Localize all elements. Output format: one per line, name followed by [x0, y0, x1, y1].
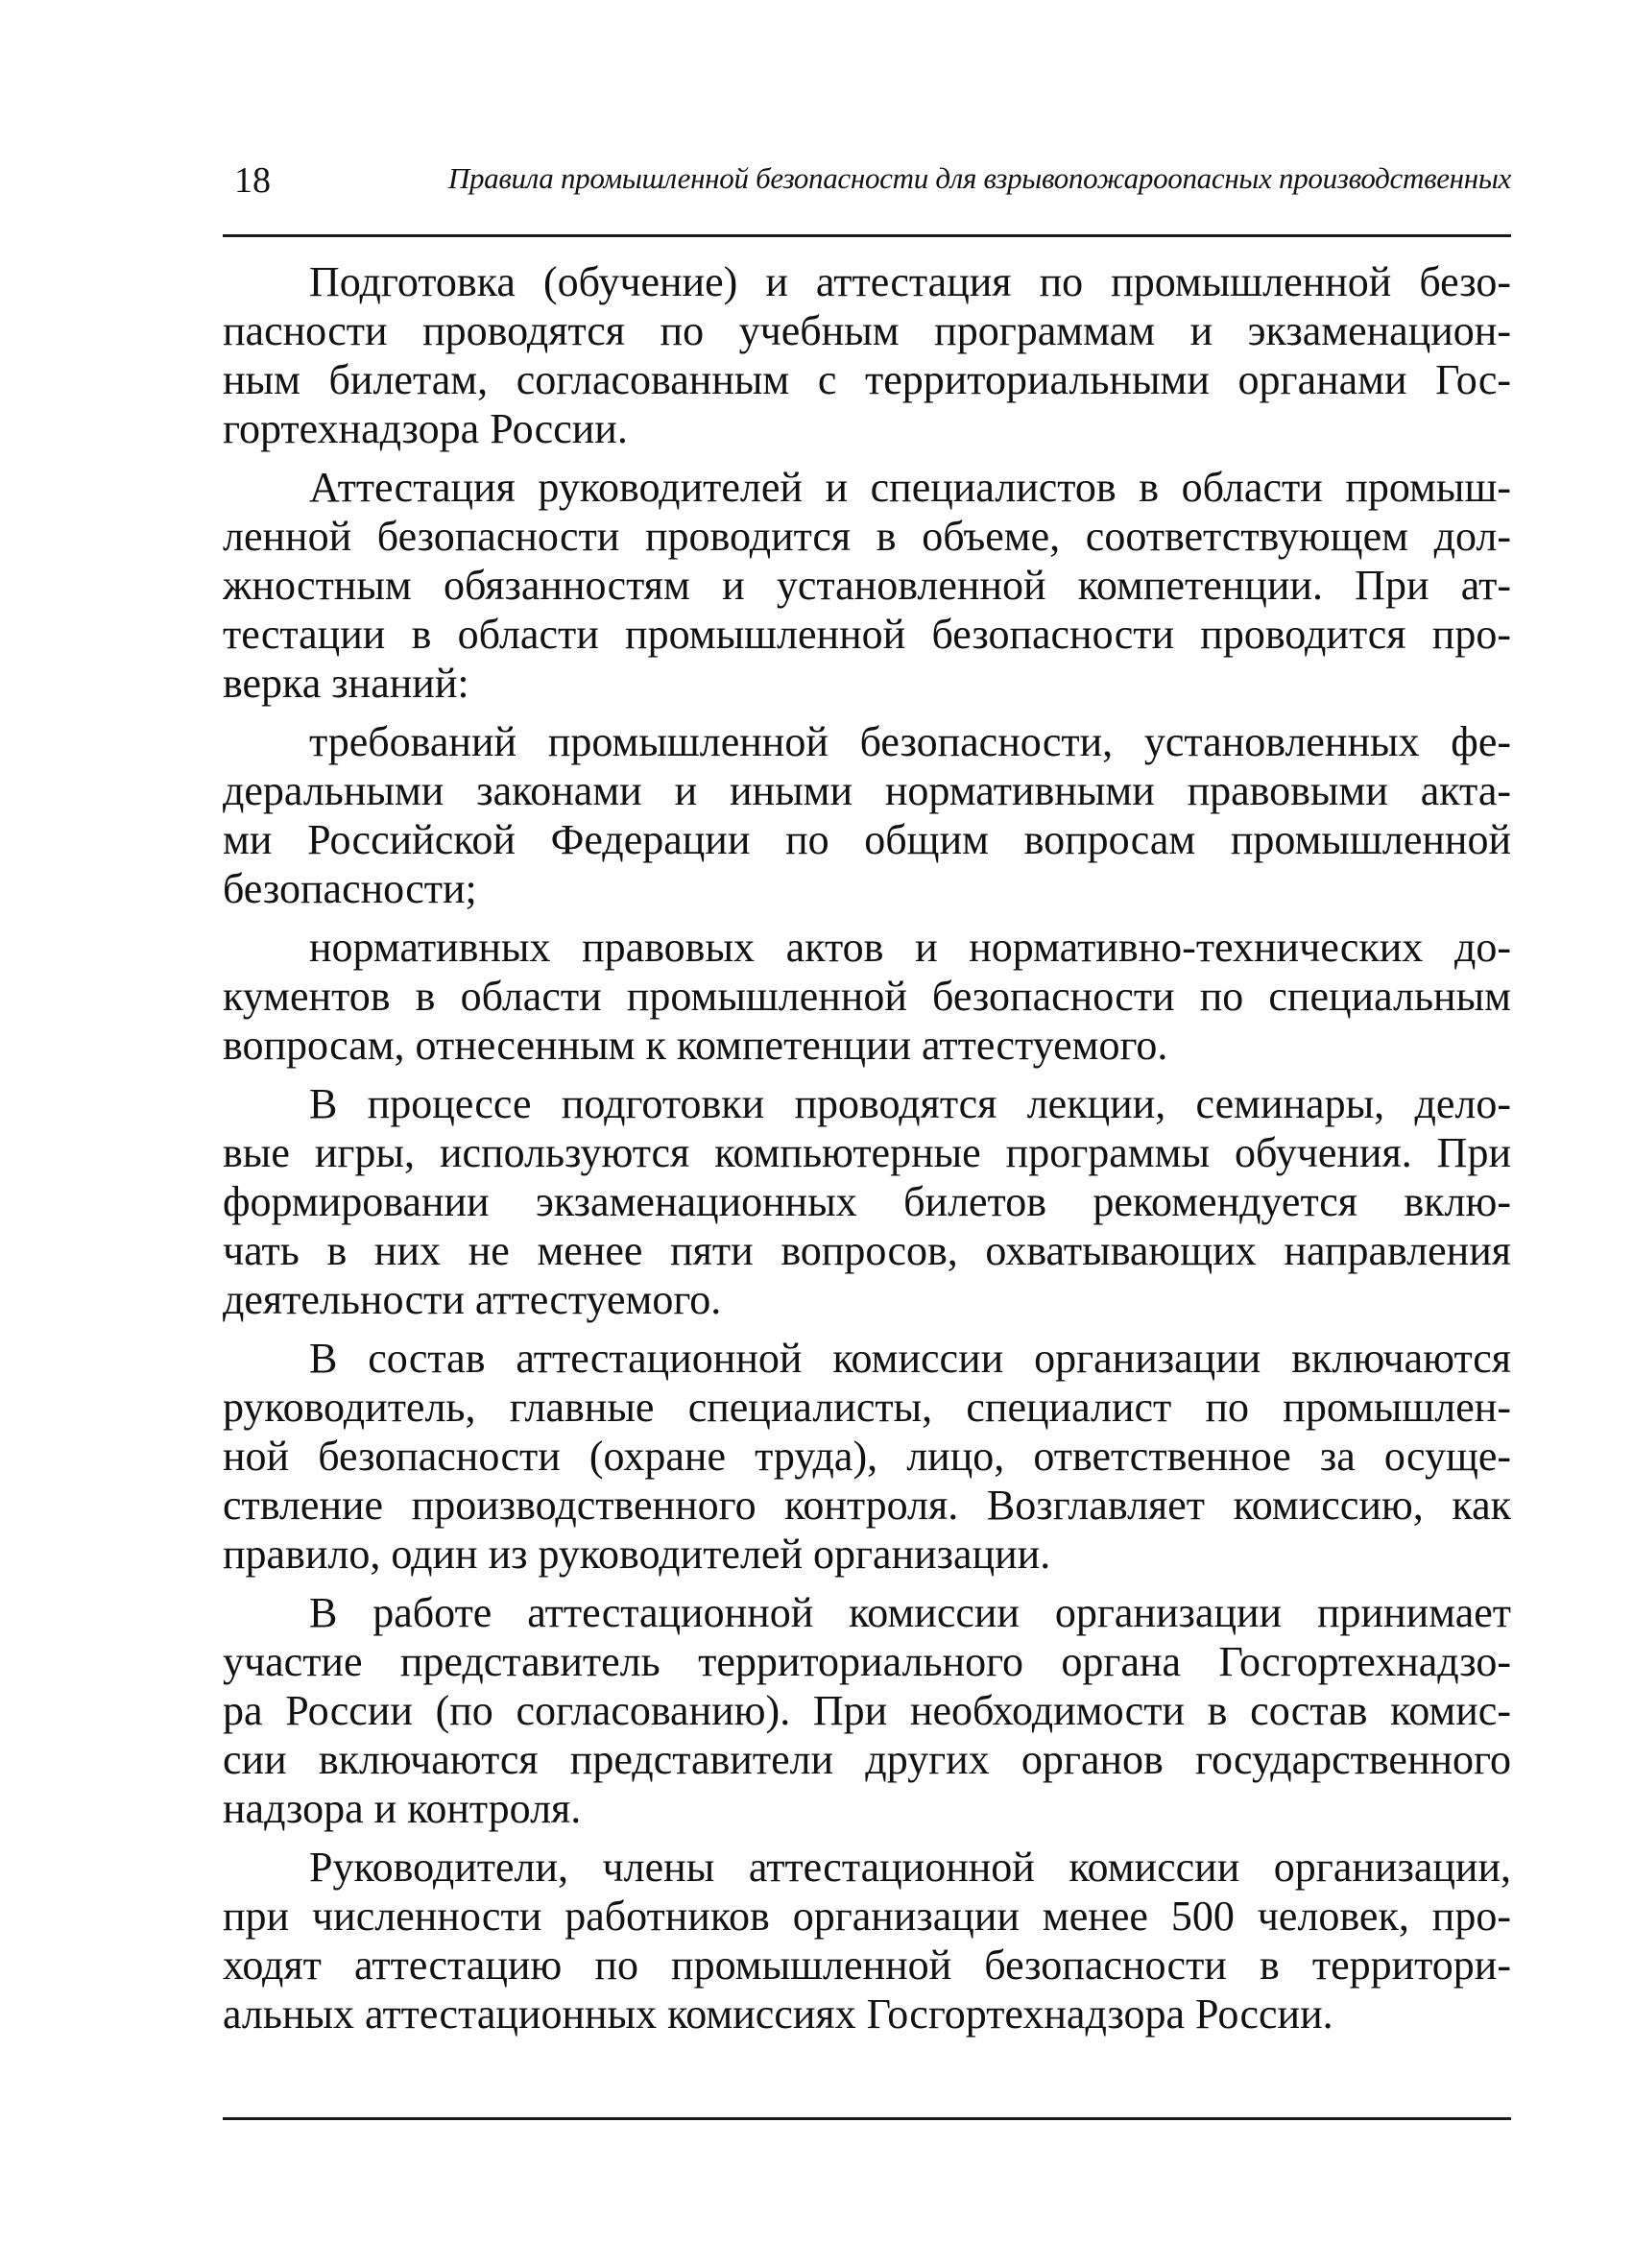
text-line: гортехнадзора России. [223, 405, 628, 452]
text-line: жностным обязанностям и установленной компетенции. При ат- [223, 562, 1511, 609]
text-line: В работе аттестационной комиссии организации принимает [309, 1589, 1511, 1636]
text-line: вопросам, отнесенным к компетенции аттестуемого. [223, 1022, 1168, 1069]
footer-divider [223, 2117, 1511, 2120]
text-line: верка знаний: [223, 660, 469, 707]
paragraph [223, 1334, 1511, 1579]
text-line: деятельности аттестуемого. [223, 1276, 722, 1323]
text-line: Руководители, члены аттестационной комиссии организации, [309, 1844, 1511, 1891]
text-line: ми Российской Федерации по общим вопросам промышленной [223, 816, 1511, 863]
paragraph [223, 463, 1511, 708]
paragraph [223, 923, 1511, 1070]
text-line: сии включаются представители других органов государственного [223, 1736, 1511, 1783]
text-line: ствление производственного контроля. Возглавляет комиссию, как [223, 1482, 1511, 1529]
text-line: ной безопасности (охране труда), лицо, ответственное за осуще- [223, 1433, 1511, 1480]
text-line: ра России (по согласованию). При необходимости в состав комис- [223, 1687, 1511, 1734]
page-number: 18 [234, 160, 271, 201]
text-line: В состав аттестационной комиссии организации включаются [309, 1335, 1511, 1382]
text-line: нормативных правовых актов и нормативно-технических до- [309, 924, 1511, 971]
paragraph [223, 1588, 1511, 1833]
paragraph [223, 257, 1511, 453]
text-line: пасности проводятся по учебным программам и экзаменацион- [223, 307, 1511, 354]
text-line: тестации в области промышленной безопасности проводится про- [223, 611, 1511, 658]
text-line: В процессе подготовки проводятся лекции, семинары, дело- [309, 1080, 1511, 1127]
text-line: Подготовка (обучение) и аттестация по промышленной безо- [309, 258, 1511, 305]
text-line: альных аттестационных комиссиях Госгортехнадзора России. [223, 1991, 1333, 2038]
body-text [223, 257, 1511, 2048]
text-line: ленной безопасности проводится в объеме, соответствующем дол- [223, 513, 1511, 560]
text-line: участие представитель территориального органа Госгортехнадзо- [223, 1638, 1511, 1685]
text-line: формировании экзаменационных билетов рекомендуется вклю- [223, 1178, 1511, 1225]
text-line: при численности работников организации менее 500 человек, про- [223, 1893, 1511, 1940]
running-title: Правила промышленной безопасности для взрывопожароопасных производственных [447, 161, 1511, 195]
page-header [223, 159, 1511, 207]
text-line: Аттестация руководителей и специалистов в области промыш- [309, 464, 1511, 511]
header-divider [223, 234, 1511, 237]
paragraph [223, 1079, 1511, 1324]
paragraph [223, 1843, 1511, 2039]
text-line: чать в них не менее пяти вопросов, охватывающих направления [223, 1227, 1511, 1274]
text-line: безопасности; [223, 865, 477, 912]
paragraph [223, 717, 1511, 913]
text-line: правило, один из руководителей организации. [223, 1531, 1051, 1578]
text-line: вые игры, используются компьютерные программы обучения. При [223, 1129, 1511, 1176]
text-line: кументов в области промышленной безопасности по специальным [223, 973, 1511, 1020]
text-line: руководитель, главные специалисты, специалист по промышлен- [223, 1384, 1511, 1431]
text-line: ным билетам, согласованным с территориальными органами Гос- [223, 356, 1511, 403]
text-line: деральными законами и иными нормативными правовыми акта- [223, 767, 1511, 814]
text-line: надзора и контроля. [223, 1785, 582, 1832]
text-line: ходят аттестацию по промышленной безопасности в территори- [223, 1942, 1511, 1989]
text-line: требований промышленной безопасности, установленных фе- [309, 718, 1511, 765]
